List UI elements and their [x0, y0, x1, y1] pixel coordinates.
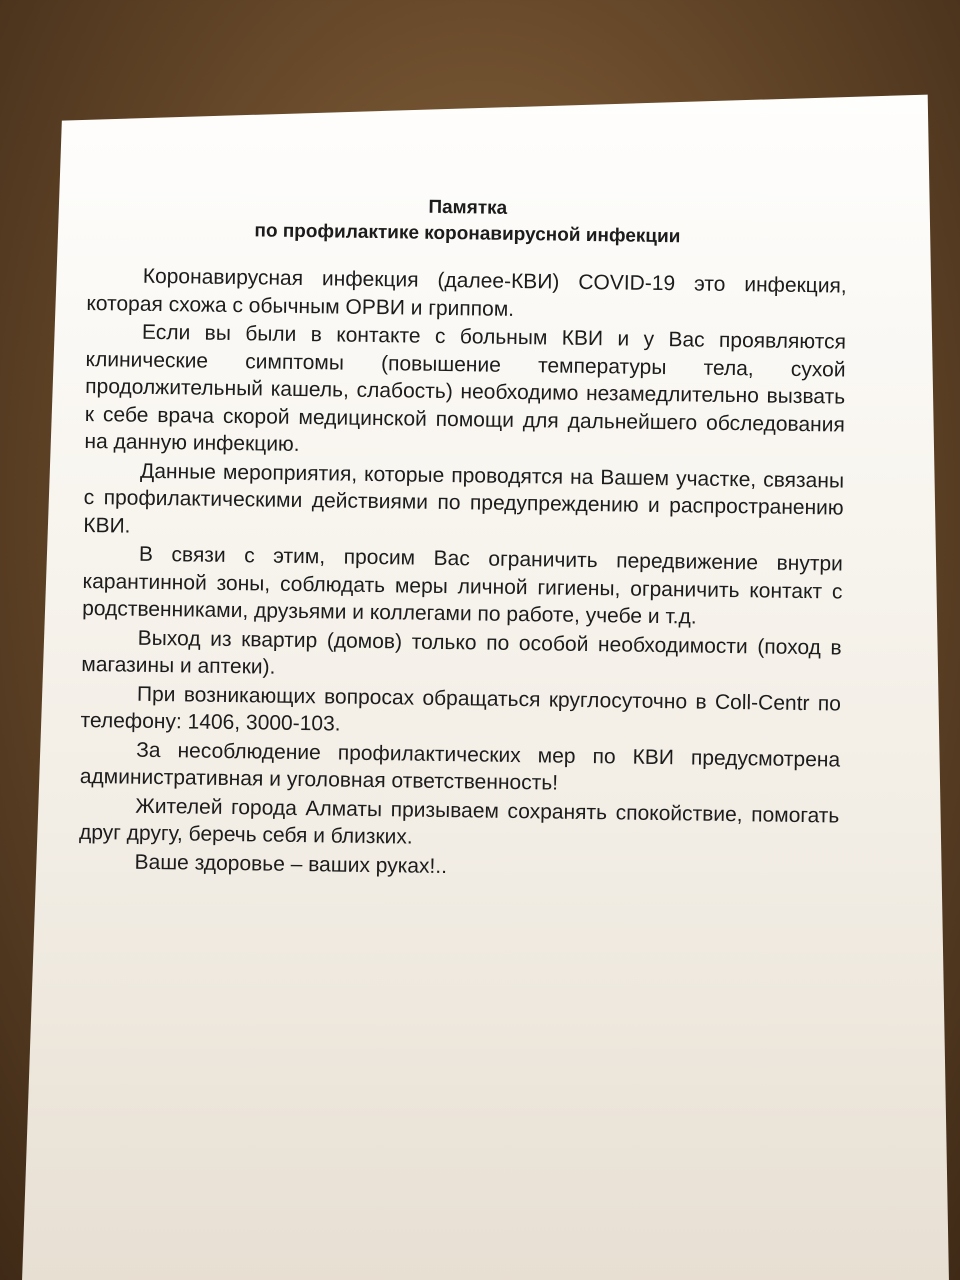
paragraph-covid-definition: Коронавирусная инфекция (далее-КВИ) COVID-19 это инфекция, которая схожа с обычным ОРВИ и гриппом.: [86, 264, 847, 321]
paragraph-symptoms: Если вы были в контакте с больным КВИ и у Вас проявляются клинические симптомы (повышение температуры тела, сухой продолжительный кашель, слабость) необходимо незамедлительно вызвать к себе врача скорой медицинской помощи для дальнейшего обследования на данную инфекцию.: [84, 320, 847, 456]
paragraph-restrictions: В связи с этим, просим Вас ограничить передвижение внутри карантинной зоны, соблюдать меры личной гигиены, ограничить контакт с родственниками, друзьями и коллегами по работе, учебе и т.д.: [81, 542, 844, 629]
paragraph-closing: Ваше здоровье – ваших руках!..: [134, 850, 448, 878]
paragraph-call-center: При возникающих вопросах обращаться круглосуточно в Coll-Centr по телефону: 1406, 3000-103.: [80, 682, 842, 736]
title-line-1: Памятка: [428, 196, 508, 219]
memo-title: [87, 190, 848, 253]
paragraph-appeal: Жителей города Алматы призываем сохранять спокойствие, помогать друг другу, беречь себя и близких.: [78, 794, 840, 849]
paragraph-liability: За несоблюдение профилактических мер по КВИ предусмотрена административная и уголовная ответственность!: [79, 738, 841, 795]
title-line-2: по профилактике коронавирусной инфекции: [254, 220, 681, 248]
paragraph-measures: Данные мероприятия, которые проводятся на Вашем участке, связаны с профилактическими действиями по предупреждению и распространению КВИ.: [83, 459, 845, 538]
memo-document: [78, 190, 847, 886]
paragraph-exit-rules: Выход из квартир (домов) только по особой необходимости (поход в магазины и аптеки).: [81, 626, 842, 679]
